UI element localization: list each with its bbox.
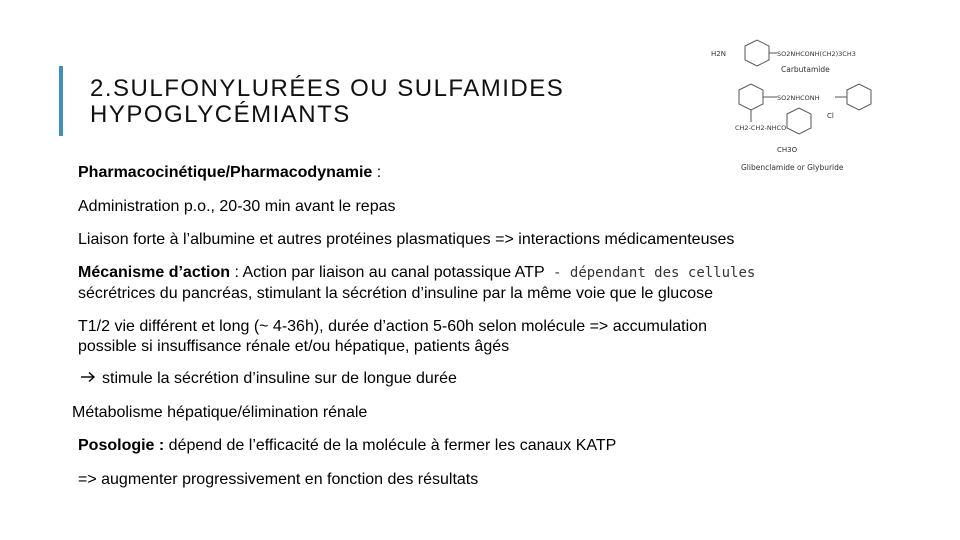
compound-name-carbutamide: Carbutamide bbox=[781, 65, 830, 74]
text-mecanisme-line2: sécrétrices du pancréas, stimulant la sécrétion d’insuline par la même voie que le glucose bbox=[78, 285, 713, 302]
heading-pharmaco-label: Pharmacocinétique/Pharmacodynamie bbox=[78, 164, 373, 181]
arrow-right-icon bbox=[80, 369, 96, 389]
text-t12-line1: T1/2 vie différent et long (~ 4-36h), durée d’action 5-60h selon molécule => accumulation bbox=[78, 318, 707, 335]
formula-sulfonyl-1: SO2NHCONH(CH2)3CH3 bbox=[777, 50, 856, 58]
text-metabolisme: Métabolisme hépatique/élimination rénale bbox=[72, 404, 368, 421]
title-line-1: 2.SULFONYLURÉES OU SULFAMIDES bbox=[90, 75, 565, 102]
mecanisme-label: Mécanisme d’action bbox=[78, 264, 231, 281]
formula-sulfonyl-2: SO2NHCONH bbox=[777, 94, 820, 102]
heading-pharmaco-suffix: : bbox=[372, 164, 382, 181]
mecanisme-mono: - dépendant des cellules bbox=[544, 265, 756, 281]
slide-title bbox=[90, 76, 710, 128]
formula-amine: H2N bbox=[711, 50, 726, 58]
formula-chlorine: Cl bbox=[827, 112, 834, 120]
text-stimule bbox=[80, 369, 457, 389]
heading-pharmaco bbox=[78, 163, 381, 183]
text-mecanisme-line1 bbox=[78, 263, 755, 283]
text-administration: Administration p.o., 20-30 min avant le repas bbox=[78, 198, 396, 215]
posologie-label: Posologie : bbox=[78, 437, 165, 454]
cyclohexane-ring bbox=[847, 84, 871, 110]
stimule-text: stimule la sécrétion d’insuline sur de longue durée bbox=[102, 370, 457, 387]
mecanisme-text: : Action par liaison au canal potassique ATP bbox=[230, 264, 545, 281]
compound-name-glibenclamide: Glibenclamide or Glyburide bbox=[741, 163, 844, 172]
benzene-ring-1 bbox=[745, 40, 769, 66]
formula-methoxy: CH3O bbox=[777, 146, 798, 154]
text-posologie bbox=[78, 436, 616, 456]
title-line-2: HYPOGLYCÉMIANTS bbox=[90, 101, 351, 128]
text-t12-line2: possible si insuffisance rénale et/ou hépatique, patients âgés bbox=[78, 338, 510, 355]
text-augmenter: => augmenter progressivement en fonction des résultats bbox=[78, 471, 479, 488]
benzene-ring-3 bbox=[787, 108, 811, 134]
chemical-structures-figure bbox=[705, 38, 880, 178]
posologie-text: dépend de l’efficacité de la molécule à fermer les canaux KATP bbox=[164, 437, 617, 454]
benzene-ring-2 bbox=[739, 84, 763, 110]
formula-amide: CH2-CH2-NHCO bbox=[735, 124, 787, 132]
text-liaison: Liaison forte à l’albumine et autres protéines plasmatiques => interactions médicamenteuses bbox=[78, 231, 735, 248]
title-accent-bar bbox=[59, 66, 63, 136]
